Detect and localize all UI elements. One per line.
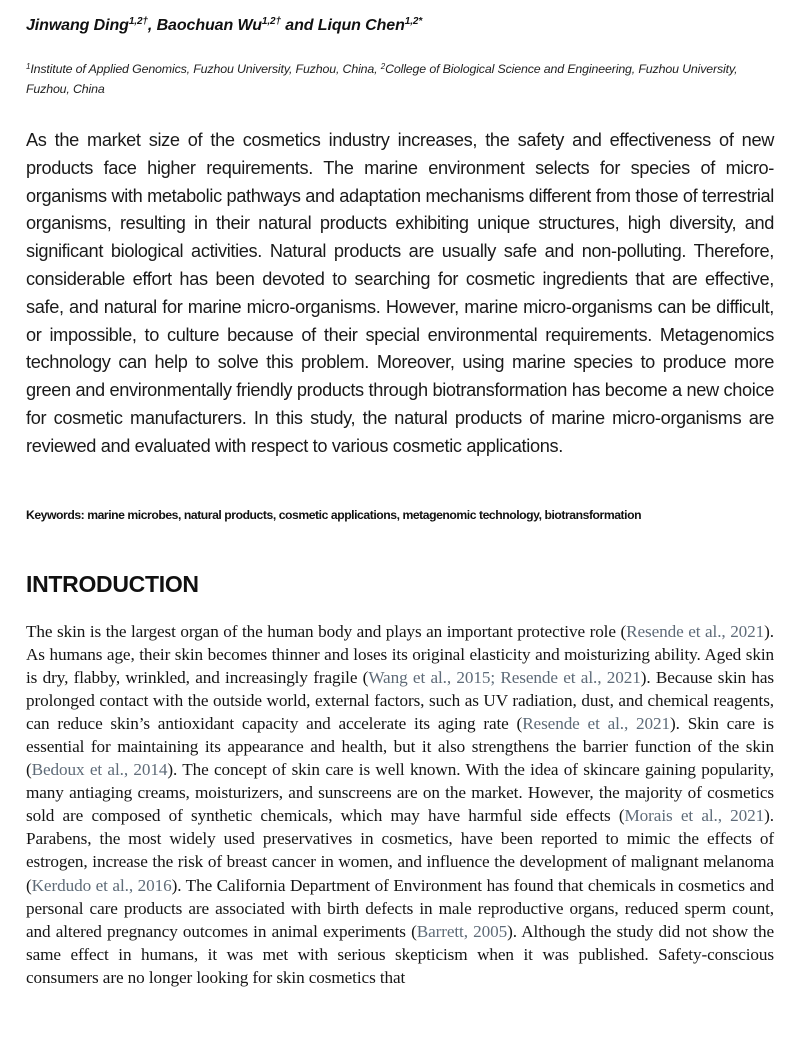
author-separator: , [147,17,157,34]
author-name[interactable]: Baochuan Wu [156,17,262,34]
body-text-segment: ). Parabens, the most widely used preservatives in cosmetics, have been reported to mimic the effects of estrogen, increase the risk of breast cancer in women, and influence the development of malignant melanoma ( [26,806,774,895]
affiliation-text: College of Biological Science and Engineering, Fuzhou University, Fuzhou, China [26,62,738,96]
author-list [26,17,422,35]
citation-link[interactable]: Bedoux et al., 2014 [31,760,168,780]
keywords-line [26,508,786,522]
body-text-segment: ). The California Department of Environment has found that chemicals in cosmetics and personal care products are associated with birth defects in male reproductive organs, reduced sperm count, and altered pregnancy outcomes in animal experiments ( [26,875,775,941]
body-text-segment: The skin is the largest organ of the human body and plays an important protective role ( [26,622,627,641]
body-text-segment: ). Although the study did not show the same effect in humans, it was met with serious skepticism when it was published. Safety-conscious consumers are no longer looking for skin cosmetics that [26,921,774,987]
author-separator: and [280,17,318,34]
keywords-label: Keywords: [26,508,85,522]
affiliation-number: 2 [380,62,386,71]
citation-link[interactable]: Barrett, 2005 [416,921,508,941]
affiliation-number: 1 [26,62,31,71]
author-affiliation-marker: 1,2† [128,16,148,27]
keywords-value: marine microbes, natural products, cosmetic applications, metagenomic technology, biotransformation [84,508,642,522]
citation-link[interactable]: Resende et al., 2021 [522,714,671,734]
author-affiliation-marker: 1,2† [261,16,281,27]
body-text-segment: ). Skin care is essential for maintaining its appearance and health, but it also strengthens the barrier function of the skin ( [26,714,774,780]
author-affiliation-marker: 1,2* [404,16,423,27]
section-heading-introduction: INTRODUCTION [26,571,199,597]
affiliations [26,59,774,99]
body-text-segment: ). Because skin has prolonged contact with the outside world, external factors, such as UV radiation, dust, and chemical reagents, can reduce skin’s antioxidant capacity and accelerate its aging rate ( [26,668,774,734]
citation-link[interactable]: Morais et al., 2021 [624,806,765,826]
body-text-segment: ). As humans age, their skin becomes thinner and loses its original elasticity and moisturizing ability. Aged skin is dry, flabby, wrinkled, and increasingly fragile ( [26,622,774,688]
body-text-segment: ). The concept of skin care is well known. With the idea of skincare gaining popularity, many antiaging creams, moisturizers, and sunscreens are on the market. However, the majority of cosmetics sold are composed of synthetic chemicals, which may have harmful side effects ( [26,760,774,826]
citation-link[interactable]: Resende et al., 2021 [626,622,765,641]
affiliation-text: Institute of Applied Genomics, Fuzhou University, Fuzhou, China, [30,62,381,76]
citation-link[interactable]: Wang et al., 2015; Resende et al., 2021 [368,668,641,688]
introduction-paragraph [26,620,774,989]
citation-link[interactable]: Kerdudo et al., 2016 [31,875,172,895]
author-name[interactable]: Jinwang Ding [26,17,129,34]
abstract-paragraph: As the market size of the cosmetics industry increases, the safety and effectiveness of new products face higher requirements. The marine environment selects for species of micro-organisms with metabolic pathways and adaptation mechanisms different from those of terrestrial organisms, resulting in their natural products exhibiting unique structures, high diversity, and significant biological activities. Natural products are usually safe and non-polluting. Therefore, considerable effort has been devoted to searching for cosmetic ingredients that are effective, safe, and natural for marine micro-organisms. However, marine micro-organisms can be difficult, or impossible, to culture because of their special environmental requirements. Metagenomics technology can help to solve this problem. Moreover, using marine species to produce more green and environmentally friendly products through biotransformation has become a new choice for cosmetic manufacturers. In this study, the natural products of marine micro-organisms are reviewed and evaluated with respect to various cosmetic applications. [26,130,774,456]
author-name[interactable]: Liqun Chen [317,17,405,34]
